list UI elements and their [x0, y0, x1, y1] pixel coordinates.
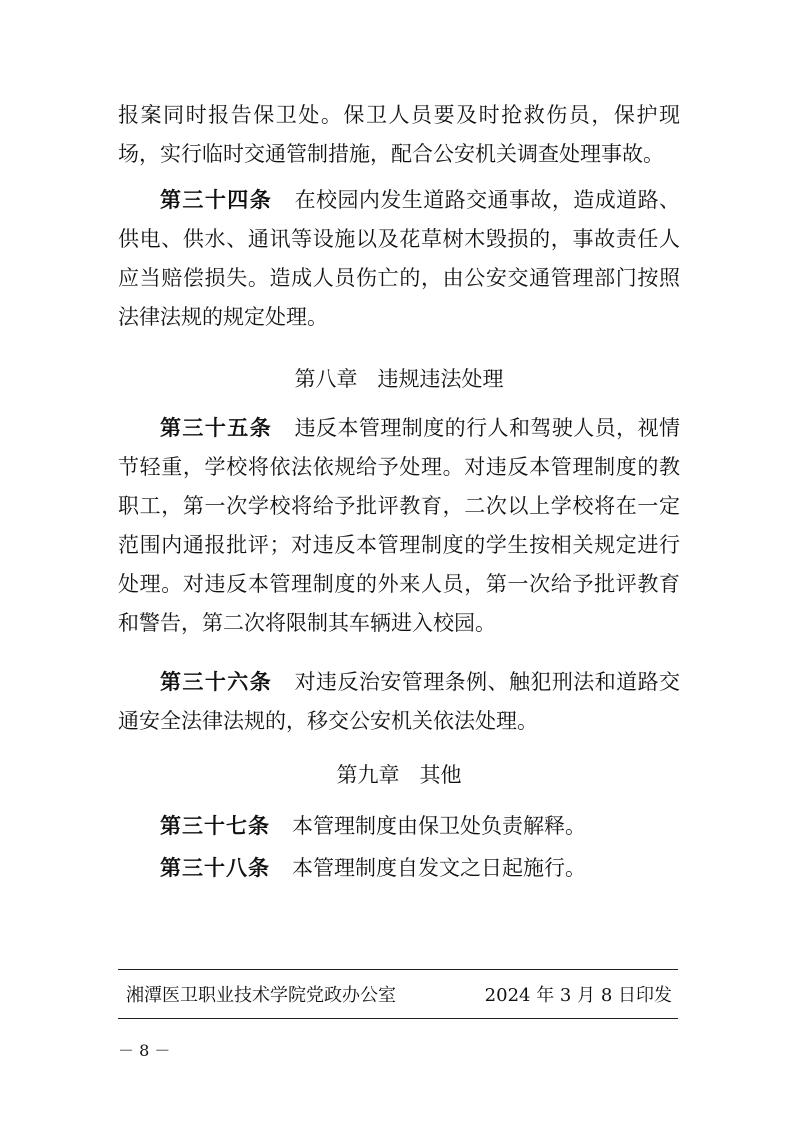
article-36-text: 对违反治安管理条例、触犯刑法和道路交通安全法律法规的，移交公安机关依法处理。: [118, 670, 681, 733]
footer-imprint: [126, 982, 672, 1010]
article-34-text: 在校园内发生道路交通事故，造成道路、供电、供水、通讯等设施以及花草树木毁损的，事故责任人应当赔偿损失。造成人员伤亡的，由公安交通管理部门按照法律法规的规定处理。: [118, 188, 681, 329]
article-34: [118, 181, 680, 337]
continuation-paragraph: [118, 96, 680, 174]
article-38-text: 本管理制度自发文之日起施行。: [292, 856, 586, 880]
continuation-text: 报案同时报告保卫处。保卫人员要及时抢救伤员，保护现场，实行临时交通管制措施，配合公安机关调查处理事故。: [118, 103, 680, 166]
footer-bottom-rule: [118, 1018, 678, 1019]
article-35-label: 第三十五条: [160, 416, 273, 440]
article-34-label: 第三十四条: [160, 188, 273, 212]
footer-date: 2024 年 3 月 8 日印发: [484, 985, 672, 1006]
chapter-8-heading: [118, 364, 680, 394]
article-38: [118, 849, 680, 888]
article-36-label: 第三十六条: [160, 670, 273, 694]
chapter-9-title: 其他: [419, 763, 462, 787]
article-35: [118, 409, 680, 643]
article-38-label: 第三十八条: [160, 856, 270, 880]
article-35-text: 违反本管理制度的行人和驾驶人员，视情节轻重，学校将依法依规给予处理。对违反本管理制度的教职工，第一次学校将给予批评教育，二次以上学校将在一定范围内通报批评；对违反本管理制度的学生按相关规定进行处理。对违反本管理制度的外来人员，第一次给予批评教育和警告，第二次将限制其车辆进入校园。: [118, 416, 681, 635]
footer-top-rule: [118, 969, 678, 970]
page-number: － 8 －: [118, 1041, 171, 1060]
footer-issuer: 湘潭医卫职业技术学院党政办公室: [126, 985, 396, 1006]
article-37-label: 第三十七条: [160, 814, 270, 838]
chapter-9-number: 第九章: [336, 763, 400, 787]
chapter-8-number: 第八章: [294, 367, 358, 391]
article-37-text: 本管理制度由保卫处负责解释。: [292, 814, 586, 838]
article-36: [118, 663, 680, 741]
chapter-8-title: 违规违法处理: [377, 367, 504, 391]
chapter-9-heading: [118, 760, 680, 790]
article-37: [118, 807, 680, 846]
